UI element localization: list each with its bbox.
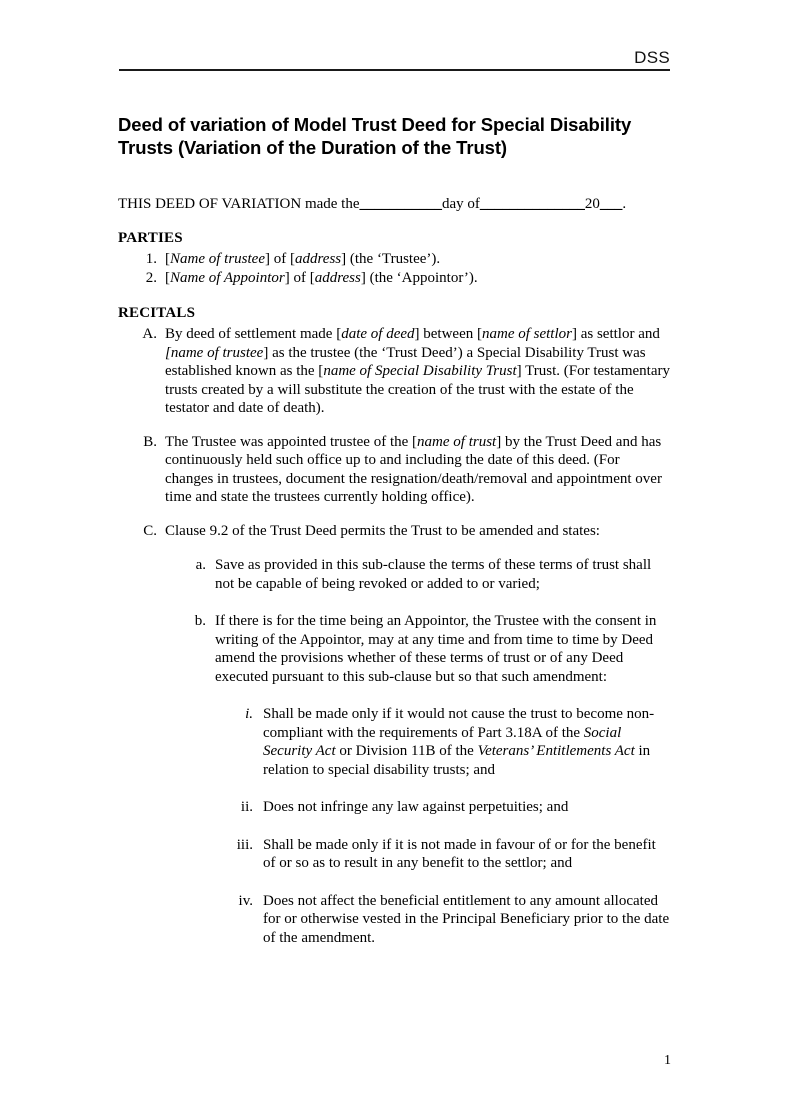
document-title: Deed of variation of Model Trust Deed for Special Disability Trusts (Variation of the Duration of the Trust) — [118, 114, 632, 158]
list-marker: ii. — [240, 799, 253, 815]
party-text-appointor: [Name of Appointor] of [address] (the ‘Appointor’). — [165, 269, 478, 286]
list-marker: a. — [195, 557, 206, 573]
deed-intro-line — [118, 195, 671, 214]
page-footer — [118, 1053, 671, 1069]
list-marker: 1. — [145, 251, 157, 267]
intro-middle-text: day of — [442, 196, 480, 212]
blank-year-field[interactable]: ___ — [599, 196, 623, 212]
condition-text-iv: Does not affect the beneficial entitlement to any amount allocated for or otherwise vested in the Principal Beneficiary prior to the date of the amendment. — [263, 892, 670, 946]
intro-suffix-text: . — [622, 196, 627, 212]
condition-text-iii: Shall be made only if it is not made in favour of or for the benefit of or so as to result in any benefit to the settlor; and — [263, 836, 656, 871]
list-marker: 2. — [145, 269, 157, 286]
list-marker: A. — [142, 326, 157, 342]
list-marker: iii. — [236, 836, 253, 853]
parties-list — [118, 250, 671, 287]
list-item — [118, 798, 671, 817]
list-item — [118, 892, 671, 948]
condition-text-ii: Does not infringe any law against perpetuities; and — [263, 799, 569, 815]
parties-heading: PARTIES — [118, 230, 183, 246]
blank-month-field[interactable]: ______________ — [479, 196, 585, 212]
header-organisation-label: DSS — [634, 48, 670, 67]
list-item — [118, 250, 671, 269]
document-body — [118, 113, 671, 947]
list-item — [118, 705, 671, 779]
recital-text-a: By deed of settlement made [date of deed] between [name of settlor] as settlor and [name of trustee] as the trustee (the ‘Trust Deed’) a Special Disability Trust was established known as the [name of Special Disability Trust] Trust. (For testamentary trusts created by a will substitute the creation of the trust with the estate of the testator and date of death). — [165, 326, 670, 416]
list-marker: b. — [194, 613, 206, 629]
page-number: 1 — [664, 1053, 671, 1068]
recital-text-c: Clause 9.2 of the Trust Deed permits the Trust to be amended and states: — [165, 522, 600, 539]
list-item — [118, 612, 671, 686]
recitals-list — [118, 325, 671, 540]
list-item — [118, 269, 671, 288]
list-item — [118, 433, 671, 507]
list-marker: i. — [245, 706, 253, 722]
list-item — [118, 522, 671, 541]
blank-day-field[interactable]: ___________ — [359, 196, 443, 212]
recital-text-b: The Trustee was appointed trustee of the [name of trust] by the Trust Deed and has continuously held such office up to and including the date of this deed. (For changes in trustees, document the resignation/death/removal and appointment over time and state the trustees currently holding office). — [165, 433, 662, 505]
intro-year-prefix: 20 — [584, 196, 600, 212]
intro-prefix-text: THIS DEED OF VARIATION made the — [118, 196, 360, 212]
list-item — [118, 836, 671, 873]
list-marker: C. — [143, 522, 157, 539]
list-marker: iv. — [238, 892, 253, 909]
list-item — [118, 556, 671, 593]
page-header — [119, 48, 670, 71]
condition-list — [118, 705, 671, 947]
list-marker: B. — [143, 433, 157, 450]
recitals-heading: RECITALS — [118, 305, 196, 321]
subclause-text-b: If there is for the time being an Appointor, the Trustee with the consent in writing of the Appointor, may at any time and from time to time by Deed amend the provisions whether of these terms of trust or of any Deed executed pursuant to this sub-clause but so that such amendment: — [215, 613, 657, 685]
list-item — [118, 325, 671, 418]
condition-text-i: Shall be made only if it would not cause the trust to become non-compliant with the requirements of Part 3.18A of the Social Security Act or Division 11B of the Veterans’ Entitlements Act in relation to special disability trusts; and — [263, 706, 655, 778]
subclause-text-a: Save as provided in this sub-clause the terms of these terms of trust shall not be capable of being revoked or added to or varied; — [215, 557, 652, 592]
party-text-trustee: [Name of trustee] of [address] (the ‘Trustee’). — [165, 251, 441, 267]
subclause-list — [118, 556, 671, 686]
